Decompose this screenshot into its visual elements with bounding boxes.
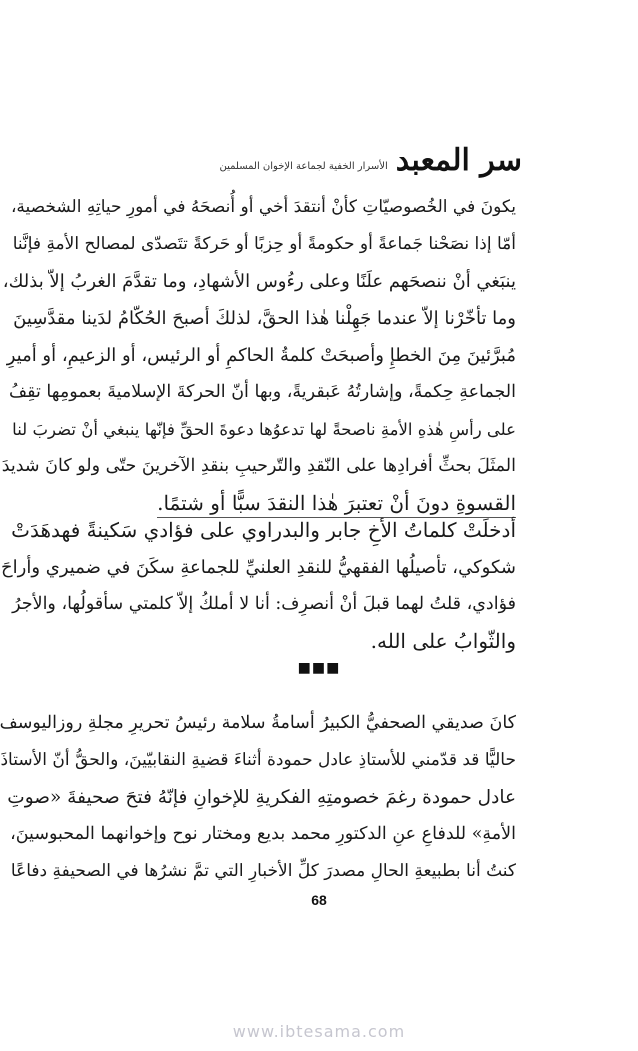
site-watermark: www.ibtesama.com [232, 1022, 406, 1041]
text-line: أمّا إذا نصَحْنا جَماعةً أو حكومةً أو حِزبًا أو حَركةً تتَصدّى لمصالح الأمةِ فإنَّنا [12, 234, 516, 254]
text-line: كانَ صديقي الصحفيُّ الكبيرُ أسامةُ سلامة رئيسُ تحريرِ مجلةِ روزاليوسف [0, 713, 516, 733]
text-line: حاليًّا قد قدّمني للأستاذِ عادل حمودة أثناءَ قضيةِ النقابيّينَ، والحقُّ أنّ الأستاذَ [0, 750, 516, 770]
book-logo: سر المعبد [395, 143, 522, 178]
series-title: الأسرار الخفية لجماعة الإخوان المسلمين [219, 161, 388, 172]
underlined-text: القسوةِ دونَ أنْ تعتبرَ هٰذا النقدَ سبًّا أو شتمًا. [157, 491, 516, 518]
running-header [0, 143, 522, 178]
text-line: أدخلَتْ كلماتُ الأخِ جابر والبدراوي على فؤادي سَكينةً فهدهَدَتْ [11, 518, 516, 542]
text-line: الجماعةِ حِكمةً، وإشارتُهُ عَبقريةً، وبها أنّ الحركةَ الإسلاميةَ بعمومِها تقِفُ [9, 382, 516, 402]
text-line: فؤادي، قلتُ لهما قبلَ أنْ أنصرِف: أنا لا أملكُ إلاّ كلمتي سأقولُها، والأجرُ [12, 594, 516, 614]
text-line: كنتُ أنا بطبيعةِ الحالِ مصدرَ كلِّ الأخبارِ التي تمَّ نشرُها في الصحيفةِ دفاعًا [10, 861, 516, 881]
text-line: على رأسِ هٰذهِ الأمةِ ناصحةً لها تدعوُها دعوةَ الحقِّ فإنّها ينبغي أنْ تضربَ لنا [12, 420, 516, 439]
paragraph-2 [0, 512, 516, 660]
text-line: ينبَغي أنْ ننصحَهم علَنًا وعلى رءُوس الأشهادِ، وما تقدَّمَ الغربُ إلاّ بذلك، [2, 271, 516, 292]
text-line: وما تأخّرْنا إلاّ عندما جَهِلْنا هٰذا الحقَّ، لذلكَ أصبحَ الحُكّامُ لدَينا مقدَّسِينَ [13, 308, 516, 329]
text-line: المثَلَ بحثِّ أفرادِها على النّقدِ والتّرحيبِ بنقدِ الآخرينَ حتّى ولو كانَ شديدَ [1, 456, 516, 476]
page-number: 68 [311, 892, 327, 908]
text-line: شكوكي، تأصيلُها الفقهيُّ للنقدِ العلنيِّ للجماعةِ سكَنَ في ضميري وأراحَ [1, 557, 516, 578]
text-line: الأمةِ» للدفاعِ عنِ الدكتورِ محمد بديع ومختار نوح وإخوانهما المحبوسينَ، [10, 824, 516, 844]
text-line: عادل حمودة رغمَ خصومتِهِ الفكريةِ للإخوانِ فإنّهُ فتحَ صحيفةَ «صوتِ [7, 787, 516, 808]
text-line: مُبرَّئينَ مِنَ الخطإِ وأصبحَتْ كلمةُ الحاكمِ أو الرئيس، أو الزعيمِ، أو أميرِ [6, 345, 516, 366]
text-line: والثّوابُ على الله. [370, 629, 516, 653]
paragraph-1 [0, 189, 516, 522]
paragraph-3 [0, 705, 516, 890]
text-line: يكونَ في الخُصوصيّاتِ كأنْ أنتقدَ أخي أو أُنصحَهُ في أمورِ حياتِهِ الشخصية، [10, 197, 516, 217]
section-separator: ■■■ [297, 660, 341, 676]
